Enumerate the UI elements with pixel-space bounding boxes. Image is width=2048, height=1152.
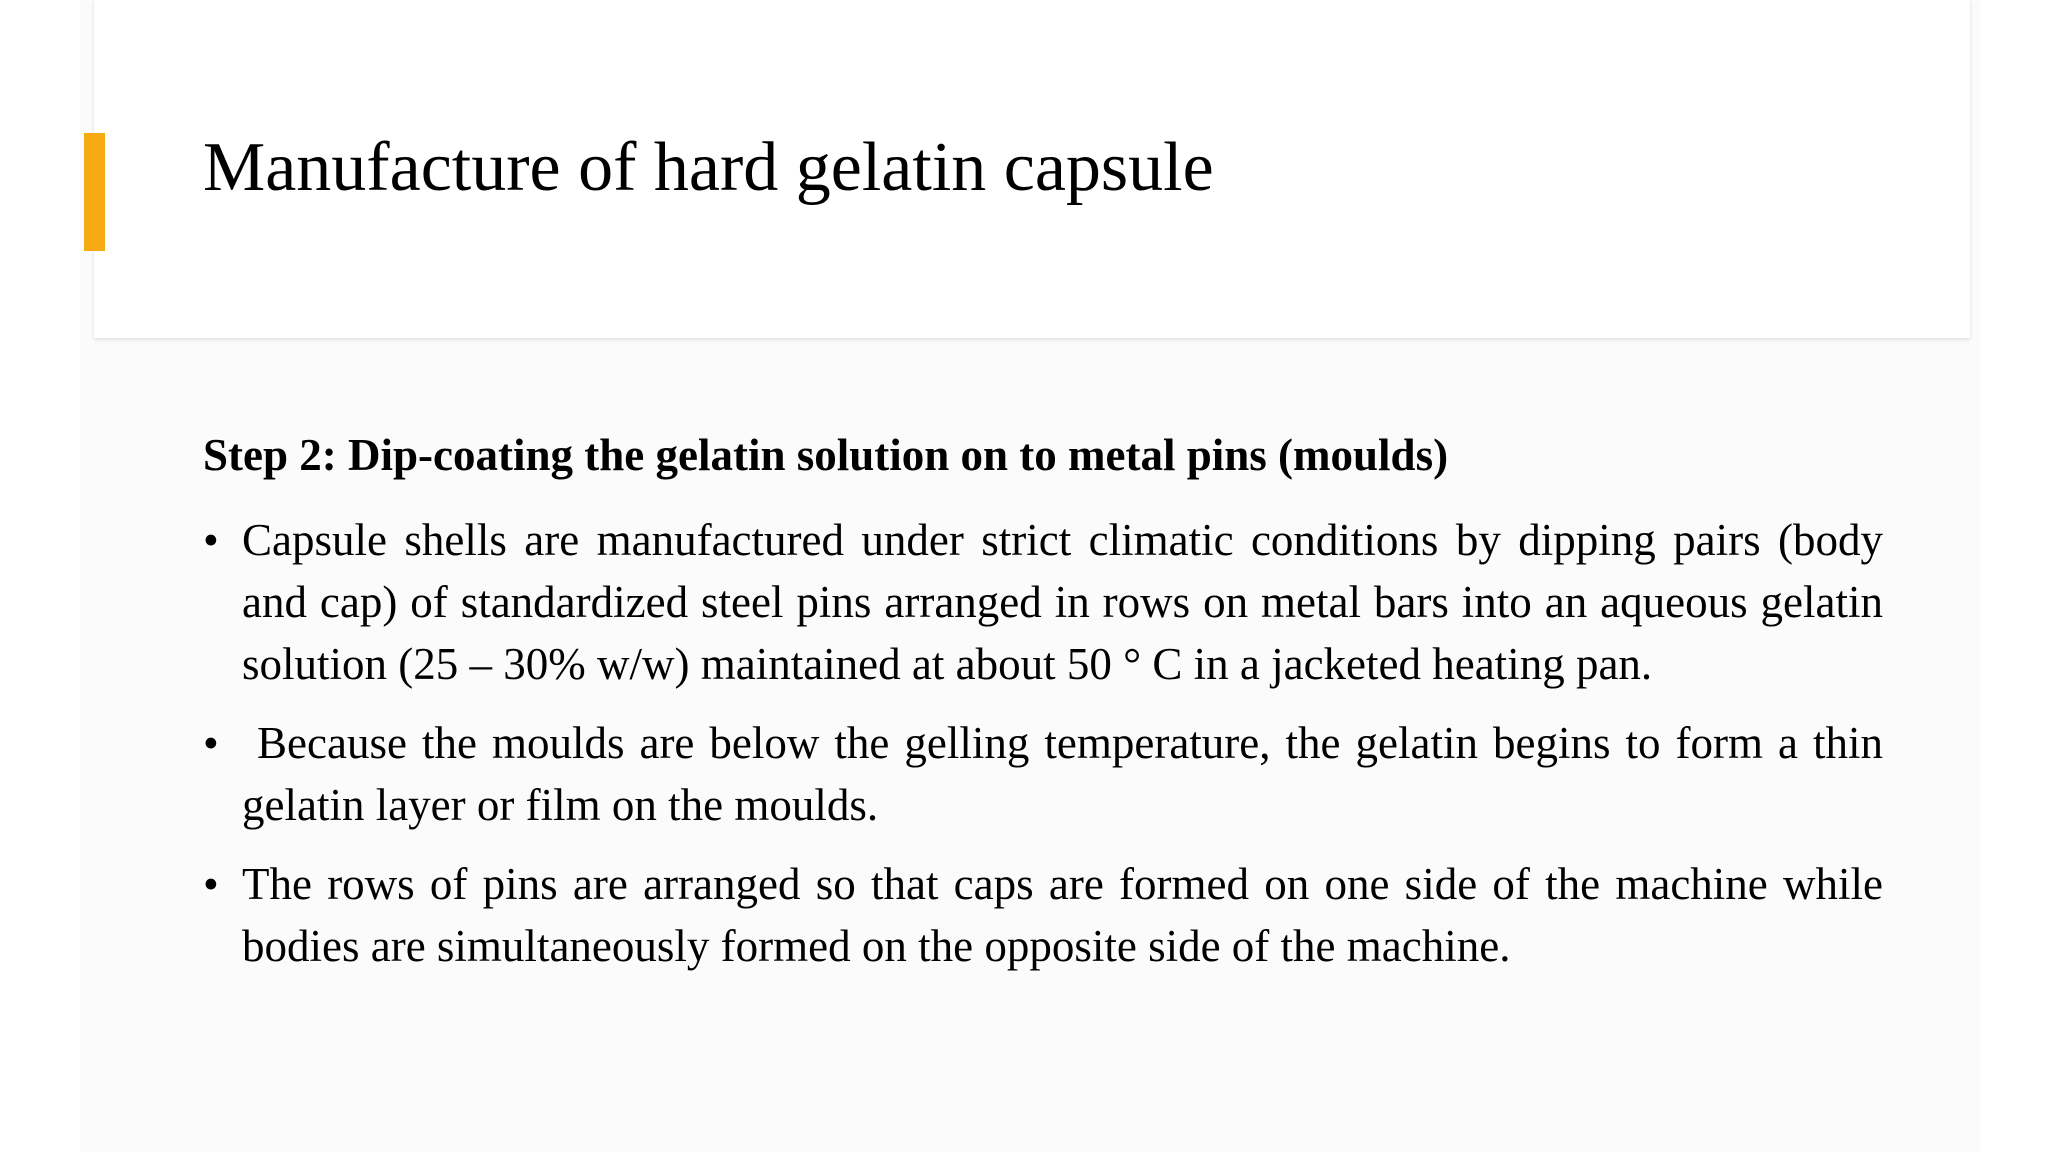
bullet-text: Because the moulds are below the gelling temperature, the gelatin begins to form a thin gelatin layer or film on the moulds. <box>242 718 1895 830</box>
bullet-dot-icon: • <box>203 859 219 909</box>
slide-body <box>203 425 1895 994</box>
bullet-dot-icon: • <box>203 718 219 768</box>
step-heading: Step 2: Dip-coating the gelatin solution on to metal pins (moulds) <box>203 430 1449 480</box>
bullet-item <box>203 509 1883 695</box>
bullet-dot-icon: • <box>203 515 219 565</box>
bullet-text: Capsule shells are manufactured under strict climatic conditions by dipping pairs (body and cap) of standardized steel pins arranged in rows on metal bars into an aqueous gelatin solution (25 – 30% w/w) maintained at about 50 ° C in a jacketed heating pan. <box>242 515 1883 689</box>
bullet-list <box>203 509 1895 977</box>
bullet-item <box>203 853 1883 977</box>
bullet-item <box>203 712 1895 836</box>
bullet-text: The rows of pins are arranged so that caps are formed on one side of the machine while bodies are simultaneously formed on the opposite side of the machine. <box>242 859 1883 971</box>
title-accent-bar <box>84 133 105 251</box>
slide-title: Manufacture of hard gelatin capsule <box>203 129 1214 206</box>
